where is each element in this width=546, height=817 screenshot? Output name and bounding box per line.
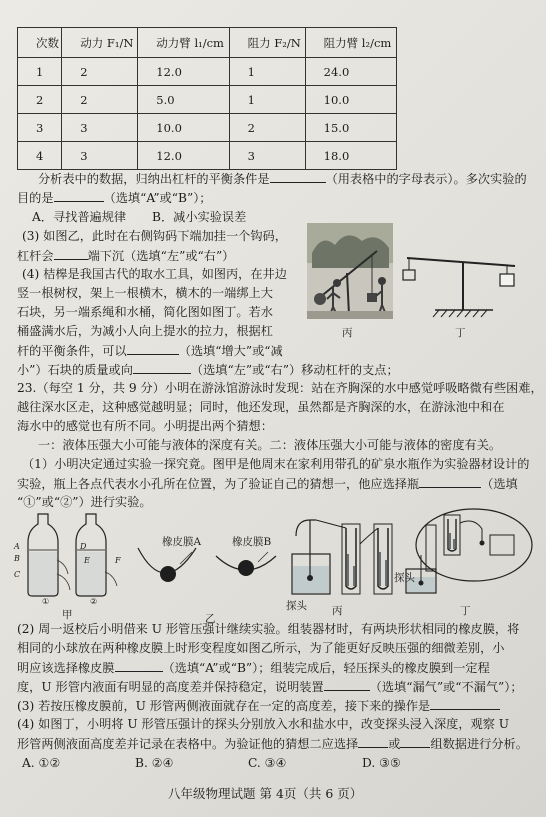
table-cell: 18.0 (305, 142, 396, 170)
q22-p4-text-c: 小”）石块的质量或向 (17, 363, 133, 377)
table-row (18, 142, 397, 170)
bottle-number-label: ② (90, 597, 98, 606)
table-header: 动力 F₁/N (62, 28, 138, 58)
lever-diagram (395, 238, 533, 322)
q23-line8: (2) 周一返校后小明借来 U 形管压强计继续实验。组装器材时，有两块形状相同的橡皮膜，将 (17, 622, 520, 636)
q23-line1: 23.（每空 1 分，共 9 分）小明在游泳馆游泳时发现：站在齐胸深的水中感觉呼吸略微有些困难， (17, 381, 543, 395)
q23-line5: （1）小明决定通过实验一探究竟。图甲是他周末在家利用带孔的矿泉水瓶作为实验器材设计的 (22, 457, 530, 471)
q23-line7: “①”或“②”）进行实验。 (17, 495, 152, 509)
figure-ding-label-2: 丁 (460, 605, 471, 617)
q22-part2-line1 (38, 171, 527, 187)
table-header: 阻力 F₂/N (229, 28, 305, 58)
table-cell: 12.0 (138, 58, 229, 86)
figure-bing-label-2: 丙 (332, 605, 343, 617)
table-cell: 1 (229, 58, 305, 86)
probe-label: 探头 (286, 600, 307, 612)
q23-option-d: D. ③⑤ (362, 756, 401, 770)
bottle-point-label: D (80, 542, 87, 551)
table-cell: 2 (62, 58, 138, 86)
answer-blank (270, 171, 326, 183)
table-header-row (18, 28, 397, 58)
table-cell: 10.0 (138, 114, 229, 142)
table-cell: 3 (62, 114, 138, 142)
figure-bing-label: 丙 (342, 327, 353, 339)
q22-part4-line5 (17, 343, 283, 359)
answer-blank (419, 476, 481, 488)
figure-yi-label: 乙 (205, 613, 216, 625)
q23-line3: 海水中的感觉也有所不同。小明提出两个猜想： (17, 419, 273, 433)
table-cell: 2 (62, 86, 138, 114)
q22-p4-text-a: 杆的平衡条件，可以 (17, 344, 127, 358)
table-header: 阻力臂 l₂/cm (305, 28, 396, 58)
bottle-number-label: ① (42, 597, 50, 606)
q23-p1-text-a: 实验，瓶上各点代表水小孔所在位置，为了验证自己的猜想一，他应选择瓶 (17, 477, 420, 491)
q22-p2-text-d: （选填“A”或“B”）； (103, 191, 212, 205)
answer-blank (54, 248, 88, 260)
lever-data-table (17, 27, 397, 170)
table-cell: 10.0 (305, 86, 396, 114)
page-footer: 八年级物理试题 第 4页（共 6 页） (168, 786, 363, 801)
q23-line2: 越往深水区走，这种感觉越明显；同时，他还发现，虽然都是齐胸深的水，在游泳池中和在 (17, 400, 505, 414)
answer-blank (430, 698, 500, 710)
table-header: 次数 (18, 28, 62, 58)
table-cell: 1 (18, 58, 62, 86)
q23-p4-text-c: 组数据进行分析。 (430, 737, 528, 751)
table-row (18, 114, 397, 142)
q22-p2-text-b: （用表格中的字母表示）。多次实验的 (325, 172, 527, 186)
table-cell: 2 (229, 114, 305, 142)
answer-blank (324, 679, 370, 691)
q22-part3-line2 (17, 248, 234, 264)
probe-label-2: 探头 (394, 572, 415, 584)
q23-p2-text-c: 度，U 形管内液面有明显的高度差并保持稳定，说明装置 (17, 680, 324, 694)
table-cell: 15.0 (305, 114, 396, 142)
bottle-point-label: C (14, 570, 21, 579)
q23-p1-text-b: （选填 (481, 477, 518, 491)
q23-line13: (4) 如图丁，小明将 U 形管压强计的探头分别放入水和盐水中，改变探头浸入深度，观察 U (17, 717, 510, 731)
q23-option-a: A. ①② (22, 756, 61, 770)
bottle-point-label: A (14, 542, 20, 551)
q23-line4: 一：液体压强大小可能与液体的深度有关。二：液体压强大小可能与液体的密度有关。 (38, 438, 502, 452)
q22-part4-line1: (4) 桔槔是我国古代的取水工具，如图丙，在井边 (22, 267, 287, 281)
table-row (18, 58, 397, 86)
table-row (18, 86, 397, 114)
q23-p3-text: (3) 若按压橡皮膜前，U 形管两侧液面就存在一定的高度差，接下来的操作是 (17, 699, 431, 713)
film-b-label: 橡皮膜B (232, 536, 272, 548)
bottle-point-label: F (115, 556, 121, 565)
q22-p4-text-d: （选填“左”或“右”）移动杠杆的支点； (190, 363, 399, 377)
q22-p3-text-a: 杠杆会 (17, 249, 54, 263)
q23-line9: 相同的小球放在两种橡皮膜上时形变程度如图乙所示，为了能更好反映压强的细微差别，小 (17, 641, 505, 655)
q23-line10 (17, 660, 490, 676)
table-header: 动力臂 l₁/cm (138, 28, 229, 58)
probe-depth-figure (398, 505, 536, 597)
table-cell: 4 (18, 142, 62, 170)
u-tube-manometer-figure (290, 514, 400, 598)
table-cell: 3 (62, 142, 138, 170)
answer-blank (133, 362, 191, 374)
bottle-point-label: B (14, 554, 20, 563)
q22-part4-line4: 桶盛满水后，为减小人向上提水的拉力，根据杠 (17, 324, 273, 338)
q23-line6 (17, 476, 518, 492)
answer-blank (54, 190, 104, 202)
water-bottles-figure (24, 512, 124, 598)
bottle-point-label: E (84, 556, 90, 565)
q22-part4-line3: 石块，另一端系绳和水桶，简化图如图丁。若水 (17, 305, 273, 319)
answer-blank (115, 660, 163, 672)
q23-line14 (17, 736, 528, 752)
q22-p3-text-b: 端下沉（选填“左”或“右”） (87, 249, 235, 263)
q22-part4-line2: 竖一根树杈，架上一根横木，横木的一端绑上大 (17, 286, 273, 300)
table-cell: 3 (18, 114, 62, 142)
answer-blank (400, 736, 430, 748)
q23-p2-text-d: （选填“漏气”或“不漏气”）； (369, 680, 523, 694)
well-sweep-illustration (307, 223, 393, 319)
figure-ding-label: 丁 (455, 327, 466, 339)
q22-part2-line2 (17, 190, 211, 206)
q22-p4-text-b: （选填“增大”或“减 (178, 344, 283, 358)
q22-p2-text-c: 目的是 (17, 191, 54, 205)
q23-p2-text-b: （选填“A”或“B”）；组装完成后，轻压探头的橡皮膜到一定程 (162, 661, 490, 675)
q22-p2-text-a: 分析表中的数据，归纳出杠杆的平衡条件是 (38, 172, 270, 186)
q23-option-c: C. ③④ (248, 756, 287, 770)
table-cell: 5.0 (138, 86, 229, 114)
q22-part4-line6 (17, 362, 399, 378)
q23-option-b: B. ②④ (135, 756, 174, 770)
table-cell: 12.0 (138, 142, 229, 170)
table-cell: 1 (229, 86, 305, 114)
q23-line12 (17, 698, 500, 714)
q23-line11 (17, 679, 523, 695)
table-cell: 3 (229, 142, 305, 170)
table-cell: 24.0 (305, 58, 396, 86)
rubber-films-figure (130, 540, 290, 602)
figure-jia-label: 甲 (62, 609, 73, 621)
answer-blank (127, 343, 179, 355)
q22-option-a: A．寻找普遍规律 (32, 210, 127, 224)
q23-p2-text-a: 明应该选择橡皮膜 (17, 661, 115, 675)
q22-part3-line1: (3) 如图乙，此时在右侧钩码下端加挂一个钩码， (22, 229, 287, 243)
q22-option-b: B．减小实验误差 (152, 210, 247, 224)
answer-blank (358, 736, 388, 748)
q23-p4-text-b: 或 (388, 737, 401, 751)
film-a-label: 橡皮膜A (162, 536, 202, 548)
table-cell: 2 (18, 86, 62, 114)
q23-p4-text-a: 形管两侧液面高度差并记录在表格中。为验证他的猜想二应选择 (17, 737, 359, 751)
